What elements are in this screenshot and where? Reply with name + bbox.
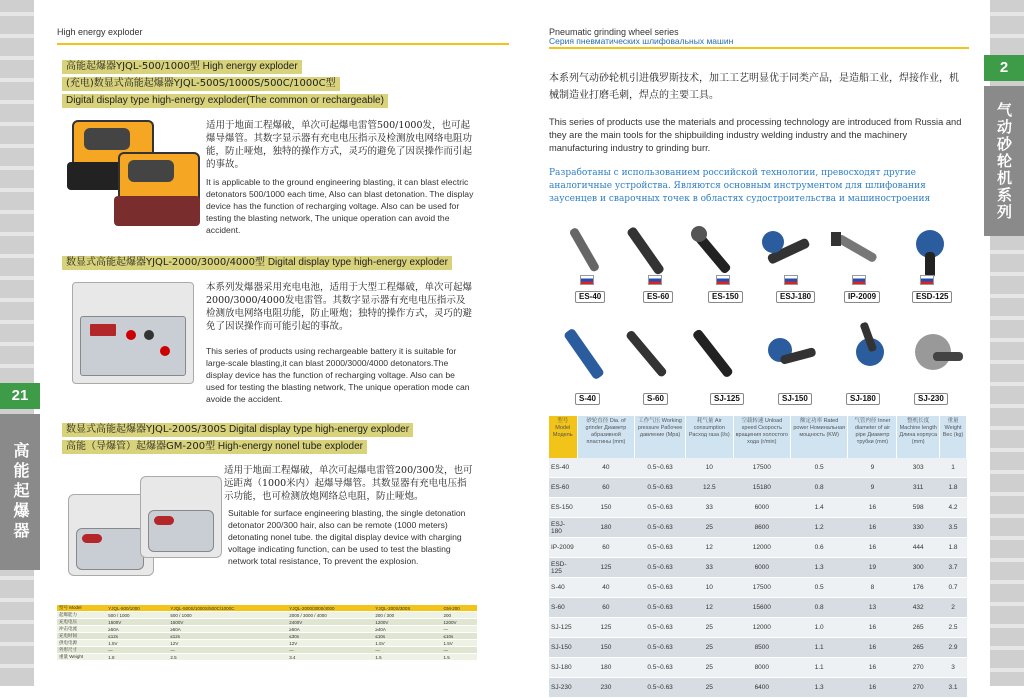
- section1-text-cn: 适用于地面工程爆破，单次可起爆电雷管500/1000发，也可起爆导爆管。其数字显示器有充电电压指示及检测放电网络电阻功能，防止哑炮，独特的操作方式，灵巧的避免了因误操作而引起的事故。: [206, 120, 473, 170]
- table-cell: 500 / 1000: [168, 612, 287, 619]
- table-row: [57, 633, 477, 640]
- tool-image-sj-150: [760, 322, 820, 388]
- russia-flag-icon: [920, 275, 934, 285]
- table-cell: 1.8: [106, 654, 168, 661]
- table-cell: 1.5: [442, 654, 477, 661]
- table-row: [57, 626, 477, 633]
- table-cell: 3.4: [287, 654, 373, 661]
- russia-flag-icon: [580, 275, 594, 285]
- tool-image-esd-125: [900, 222, 960, 282]
- table-cell: 12: [685, 598, 733, 618]
- table-cell: YJQL-2000/3000/4000: [287, 605, 373, 612]
- table-cell: —: [442, 626, 477, 633]
- table-header-cell: 额定功率 Rated power Номинальная мощность (KW): [790, 416, 848, 458]
- table-cell: 6000: [733, 558, 790, 578]
- table-cell: 230: [577, 678, 635, 698]
- table-cell: IP-2009: [549, 538, 577, 558]
- table-cell: 2000 / 3000 / 4000: [287, 612, 373, 619]
- table-cell: 8500: [733, 638, 790, 658]
- table-header-cell: 耗气量 Air consumption Расход газа (l/s): [685, 416, 733, 458]
- table-cell: 3.1: [940, 678, 967, 698]
- table-cell: 0.6: [790, 538, 848, 558]
- section2-title: 数显式高能起爆器YJQL-2000/3000/4000型 Digital display type high-energy exploder: [62, 256, 452, 270]
- right-header-title-ru: Серия пневматических шлифовальных машин: [549, 36, 734, 46]
- table-cell: 16: [848, 678, 897, 698]
- table-cell: YJQL-200S/300S: [373, 605, 441, 612]
- table-header-cell: 空载转速 Unload speed Скорость вращения холостого хода (r/min): [733, 416, 790, 458]
- table-cell: 12000: [733, 538, 790, 558]
- table-row: [549, 658, 967, 678]
- table-row: [549, 458, 967, 478]
- section2-text-cn: 本系列发爆器采用充电电池，适用于大型工程爆破，单次可起爆2000/3000/4000发电雷管。其数字显示器有充电电压指示及检测放电网络电阻功能，防止哑炮；独特的操作方式，灵巧的避免了因误操作而可能引起的事故。: [206, 282, 473, 332]
- table-cell: 0.5~0.63: [635, 478, 686, 498]
- table-cell: 40: [577, 458, 635, 478]
- table-row: [57, 612, 477, 619]
- table-cell: 0.5~0.63: [635, 638, 686, 658]
- table-cell: ESJ-180: [549, 518, 577, 538]
- tool-label: IP-2009: [844, 291, 880, 303]
- tool-label: ESJ-180: [776, 291, 815, 303]
- section3-title-row1: 数显式高能起爆器YJQL-200S/300S Digital display type high-energy exploder: [62, 423, 413, 437]
- left-page-number: 21: [0, 383, 40, 409]
- table-cell: 330: [897, 518, 940, 538]
- table-cell: 270: [897, 658, 940, 678]
- table-cell: 0.5~0.63: [635, 538, 686, 558]
- table-cell: 150: [577, 498, 635, 518]
- table-cell: ES-40: [549, 458, 577, 478]
- table-cell: 200: [442, 612, 477, 619]
- table-cell: 25: [685, 678, 733, 698]
- table-cell: 0.5~0.63: [635, 518, 686, 538]
- table-cell: 270: [897, 678, 940, 698]
- table-cell: ≤10s: [442, 633, 477, 640]
- table-cell: SJ-125: [549, 618, 577, 638]
- table-cell: 2.5: [940, 618, 967, 638]
- table-header-cell: 工作气压 Working pressure Рабочее давление (Mpa): [635, 416, 686, 458]
- table-cell: 重量 Weight: [57, 654, 106, 661]
- left-header-rule: [57, 43, 509, 45]
- table-cell: 0.5~0.63: [635, 658, 686, 678]
- tool-label: ESD-125: [912, 291, 952, 303]
- table-cell: 12V: [168, 640, 287, 647]
- grinder-spec-table: [549, 416, 967, 698]
- table-cell: 4.2: [940, 498, 967, 518]
- table-cell: 供电电源: [57, 640, 106, 647]
- russia-flag-icon: [784, 275, 798, 285]
- table-cell: 12: [685, 538, 733, 558]
- exploder-yjql-500-image: [62, 112, 202, 240]
- table-cell: 16: [848, 638, 897, 658]
- table-row: [57, 647, 477, 654]
- table-cell: 25: [685, 518, 733, 538]
- tool-image-es-150: [685, 222, 735, 282]
- table-cell: 1.4: [790, 498, 848, 518]
- table-cell: 0.5~0.63: [635, 458, 686, 478]
- table-cell: 16: [848, 538, 897, 558]
- tool-label: S-60: [643, 393, 668, 405]
- table-cell: 2.9: [940, 638, 967, 658]
- table-cell: —: [287, 647, 373, 654]
- section1-text-en: It is applicable to the ground engineering blasting, it can blast electric detonators 500/1000 each time, Also can blast detonation. The display device has the function of recharging voltage. Also can be used for testing the blasting network, The unique operation can avoid the accident.: [206, 177, 474, 235]
- tool-image-sj-180: [840, 318, 900, 388]
- tool-label: SJ-125: [710, 393, 744, 405]
- table-cell: 500 / 1000: [106, 612, 168, 619]
- tool-image-es-60: [620, 222, 670, 282]
- table-cell: 180: [577, 518, 635, 538]
- table-cell: 3: [940, 658, 967, 678]
- section1-title-row1: 高能起爆器YJQL-500/1000型 High energy exploder: [62, 60, 302, 74]
- russia-flag-icon: [648, 275, 662, 285]
- table-row: [549, 578, 967, 598]
- table-cell: 2400V: [287, 619, 373, 626]
- table-cell: 200 / 300: [373, 612, 441, 619]
- table-cell: 265: [897, 638, 940, 658]
- russia-flag-icon: [716, 275, 730, 285]
- table-cell: 0.7: [940, 578, 967, 598]
- exploder-spec-table: [57, 605, 477, 661]
- table-cell: —: [373, 647, 441, 654]
- table-cell: ESD-125: [549, 558, 577, 578]
- table-cell: 311: [897, 478, 940, 498]
- table-cell: 1.5V: [106, 640, 168, 647]
- tool-label: SJ-150: [778, 393, 812, 405]
- table-cell: 0.5: [790, 578, 848, 598]
- table-cell: SJ-230: [549, 678, 577, 698]
- table-header-cell: 型号 Model Модель: [549, 416, 577, 458]
- table-cell: 25: [685, 658, 733, 678]
- table-cell: GM-200: [442, 605, 477, 612]
- table-cell: 12V: [287, 640, 373, 647]
- table-cell: 25: [685, 618, 733, 638]
- table-cell: 0.5~0.63: [635, 578, 686, 598]
- table-row: [549, 678, 967, 698]
- table-row: [549, 638, 967, 658]
- table-row: [57, 654, 477, 661]
- table-cell: 1200V: [442, 619, 477, 626]
- table-header-cell: 砂轮直径 Dia. of grinder Диаметр абразивной пластины (mm): [577, 416, 635, 458]
- right-header-rule: [549, 47, 969, 49]
- table-cell: 8: [848, 578, 897, 598]
- tool-label: S-40: [575, 393, 600, 405]
- tool-label: SJ-180: [846, 393, 880, 405]
- left-header-title: High energy exploder: [57, 27, 143, 37]
- table-cell: 150: [577, 638, 635, 658]
- table-cell: ≥50A: [287, 626, 373, 633]
- table-cell: 9: [848, 458, 897, 478]
- tool-label: ES-60: [643, 291, 673, 303]
- table-cell: 1200V: [373, 619, 441, 626]
- table-cell: 0.8: [790, 478, 848, 498]
- table-row: [57, 619, 477, 626]
- table-cell: 1500V: [106, 619, 168, 626]
- table-cell: 444: [897, 538, 940, 558]
- table-cell: 16: [848, 498, 897, 518]
- table-cell: ≤12s: [106, 633, 168, 640]
- table-cell: 19: [848, 558, 897, 578]
- table-cell: 0.5~0.63: [635, 498, 686, 518]
- table-cell: 176: [897, 578, 940, 598]
- table-cell: 1.5: [373, 654, 441, 661]
- table-cell: SJ-150: [549, 638, 577, 658]
- right-intro-ru: Разработаны с использованием российской технологии, превосходят другие аналогичные устройства. Являются основным инструментом для шлифования заусенцев и сварочных точек в областях судостроительства и машиностроения: [549, 168, 931, 204]
- table-cell: 15180: [733, 478, 790, 498]
- table-row: [549, 498, 967, 518]
- table-cell: 6400: [733, 678, 790, 698]
- tool-label: ES-40: [575, 291, 605, 303]
- table-cell: 0.5: [790, 458, 848, 478]
- right-intro-en: This series of products use the materials and processing technology are introduced from Russia and they are the main tools for the shipbuilding industry welding industry and the machinery manufacturing industry to grinding burr.: [549, 117, 962, 153]
- left-margin-band: [0, 0, 34, 686]
- table-cell: 12000: [733, 618, 790, 638]
- table-cell: 2: [940, 598, 967, 618]
- table-cell: 432: [897, 598, 940, 618]
- table-cell: 265: [897, 618, 940, 638]
- left-side-tab: 高能起爆器: [0, 414, 40, 570]
- table-cell: 15600: [733, 598, 790, 618]
- table-row: [549, 518, 967, 538]
- table-cell: 60: [577, 478, 635, 498]
- table-cell: 1500V: [168, 619, 287, 626]
- table-cell: 充电电压: [57, 619, 106, 626]
- right-side-tab: 气动砂轮机系列: [984, 86, 1024, 236]
- table-cell: 冲击电流: [57, 626, 106, 633]
- section2-text-en: This series of products using rechargeable battery it is suitable for large-scale blasting,it can blast 2000/3000/4000 detonators.The display device has the function of recharging voltage. Also can be used for testing the blasting network, The unique operation mode can avoide the accident.: [206, 346, 470, 404]
- table-cell: 型号 Model: [57, 605, 106, 612]
- table-cell: 3.7: [940, 558, 967, 578]
- table-cell: 0.5~0.63: [635, 618, 686, 638]
- table-row: [549, 538, 967, 558]
- table-cell: 16: [848, 518, 897, 538]
- table-cell: 40: [577, 578, 635, 598]
- table-cell: 16: [848, 618, 897, 638]
- table-cell: ≥50A: [106, 626, 168, 633]
- table-cell: 13: [848, 598, 897, 618]
- table-cell: 1.1: [790, 638, 848, 658]
- table-cell: 12.5: [685, 478, 733, 498]
- table-cell: 外形尺寸: [57, 647, 106, 654]
- table-cell: 60: [577, 538, 635, 558]
- tool-label: ES-150: [708, 291, 743, 303]
- table-cell: 1: [940, 458, 967, 478]
- table-cell: 16: [848, 658, 897, 678]
- table-row: [549, 598, 967, 618]
- table-row: [549, 618, 967, 638]
- tool-image-sj-125: [688, 322, 738, 388]
- table-cell: ≤30s: [287, 633, 373, 640]
- table-row: [57, 640, 477, 647]
- tool-image-ip-2009: [825, 222, 885, 282]
- table-cell: S-60: [549, 598, 577, 618]
- table-cell: 0.5~0.63: [635, 558, 686, 578]
- table-cell: 125: [577, 618, 635, 638]
- table-cell: 17500: [733, 458, 790, 478]
- table-cell: ≤12s: [168, 633, 287, 640]
- table-cell: 180: [577, 658, 635, 678]
- section3-text-cn: 适用于地面工程爆破，单次可起爆电雷管200/300发，也可远距离（1000米内）起爆导爆管。其数显器有充电电压指示功能，也可检测放炮网络总电阻，防止哑炮。: [224, 465, 473, 502]
- table-cell: ES-150: [549, 498, 577, 518]
- table-row: [549, 558, 967, 578]
- table-cell: 1.8: [940, 478, 967, 498]
- table-cell: 2.5: [168, 654, 287, 661]
- exploder-yjql-200s-image: [62, 470, 222, 588]
- table-cell: 起爆能力: [57, 612, 106, 619]
- tool-image-s-60: [622, 322, 672, 388]
- table-cell: YJQL-500S/1000S/500C/1000C: [168, 605, 287, 612]
- table-cell: 1.1: [790, 658, 848, 678]
- table-cell: 1.3: [790, 558, 848, 578]
- table-header-row: [549, 416, 967, 458]
- table-cell: 17500: [733, 578, 790, 598]
- tool-image-sj-230: [905, 322, 965, 388]
- table-cell: ≥40A: [373, 626, 441, 633]
- tool-label: SJ-230: [914, 393, 948, 405]
- section3-text-en: Suitable for surface engineering blasting, the single detonation detonator 200/300 hair, also can be remote (1000 meters) detonating nonel tube. the digital display device with charging voltage indicating function, can be used to test the blasting network total resistance, To prevent the explosion.: [228, 508, 466, 566]
- table-cell: 10: [685, 578, 733, 598]
- table-cell: ≤10s: [373, 633, 441, 640]
- table-cell: YJQL-500/1000: [106, 605, 168, 612]
- table-cell: ES-60: [549, 478, 577, 498]
- tool-image-s-40: [560, 322, 610, 388]
- table-cell: 1.0: [790, 618, 848, 638]
- table-cell: 25: [685, 638, 733, 658]
- table-cell: ≥50A: [168, 626, 287, 633]
- right-header-title-en: Pneumatic grinding wheel series: [549, 27, 679, 37]
- table-cell: 60: [577, 598, 635, 618]
- russia-flag-icon: [852, 275, 866, 285]
- table-cell: 1.2: [790, 518, 848, 538]
- table-row: [549, 478, 967, 498]
- table-cell: 33: [685, 558, 733, 578]
- section1-title-row3: Digital display type high-energy exploder(The common or rechargeable): [62, 94, 388, 108]
- table-header-cell: 气管内径 Inner diameter of air pipe Диаметр трубки (mm): [848, 416, 897, 458]
- section3-title-row2: 高能（导爆管）起爆器GM-200型 High-energy nonel tube exploder: [62, 440, 367, 454]
- right-intro-cn: 本系列气动砂轮机引进俄罗斯技术，加工工艺明显优于同类产品，是造船工业，焊接作业，机械制造业打磨毛刺，焊点的主要工具。: [549, 73, 959, 101]
- section1-title-row2: (充电)数显式高能起爆器YJQL-500S/1000S/500C/1000C型: [62, 77, 340, 91]
- table-cell: 1.5V: [442, 640, 477, 647]
- table-cell: —: [442, 647, 477, 654]
- table-cell: 0.5~0.63: [635, 678, 686, 698]
- table-cell: SJ-180: [549, 658, 577, 678]
- table-cell: 6000: [733, 498, 790, 518]
- table-cell: 1.3: [790, 678, 848, 698]
- table-cell: 8000: [733, 658, 790, 678]
- table-cell: 598: [897, 498, 940, 518]
- table-header-cell: 整机长度 Machine length Длина корпуса (mm): [897, 416, 940, 458]
- table-cell: —: [168, 647, 287, 654]
- table-cell: 0.5~0.63: [635, 598, 686, 618]
- table-cell: 充电时间: [57, 633, 106, 640]
- table-cell: 8600: [733, 518, 790, 538]
- table-cell: S-40: [549, 578, 577, 598]
- right-page-number: 2: [984, 55, 1024, 81]
- table-cell: 9: [848, 478, 897, 498]
- tool-image-es-40: [560, 222, 608, 282]
- table-cell: 33: [685, 498, 733, 518]
- tool-image-esj-180: [755, 222, 815, 282]
- table-cell: —: [106, 647, 168, 654]
- table-cell: 3.5: [940, 518, 967, 538]
- table-cell: 125: [577, 558, 635, 578]
- table-header-cell: 重量 Weight Вес (kg): [940, 416, 967, 458]
- table-cell: 0.8: [790, 598, 848, 618]
- table-cell: 300: [897, 558, 940, 578]
- table-cell: 10: [685, 458, 733, 478]
- table-cell: 1.8: [940, 538, 967, 558]
- table-cell: 303: [897, 458, 940, 478]
- table-cell: 1.5V: [373, 640, 441, 647]
- exploder-yjql-2000-image: [62, 276, 202, 396]
